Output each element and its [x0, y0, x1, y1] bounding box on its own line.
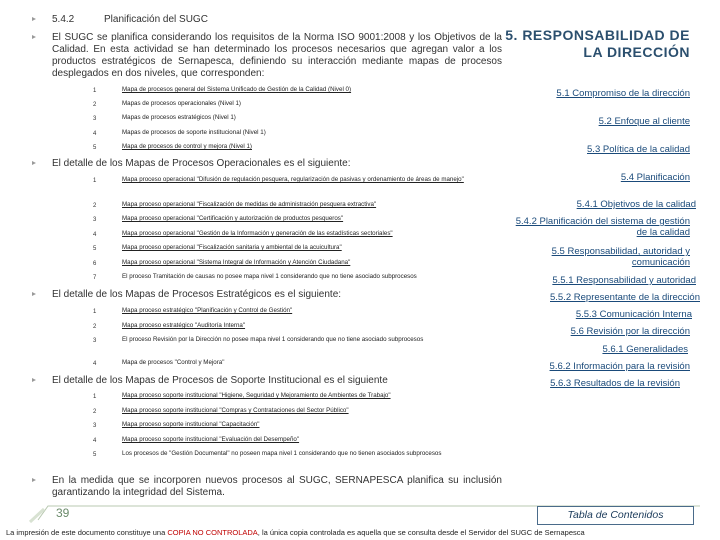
strategic-heading: El detalle de los Mapas de Procesos Estratégicos es el siguiente:: [52, 289, 342, 300]
bullet-icon: [31, 291, 37, 297]
list-item: Mapas de procesos operacionales (Nivel 1): [122, 100, 241, 107]
toc-link[interactable]: 5.6 Revisión por la dirección: [570, 326, 690, 337]
list-number: 2: [93, 409, 97, 415]
bullet-icon: [31, 16, 37, 22]
list-number: 4: [93, 232, 97, 238]
bullet-icon: [31, 377, 37, 383]
toc-link[interactable]: 5.6.1 Generalidades: [602, 344, 688, 355]
bullet-icon: [31, 34, 37, 40]
toc-link[interactable]: 5.1 Compromiso de la dirección: [556, 88, 690, 99]
list-number: 3: [93, 338, 97, 344]
toc-link[interactable]: 5.4.2 Planificación del sistema de gestión de la calidad: [515, 216, 690, 238]
list-item-link[interactable]: Mapa de procesos general del Sistema Unificado de Gestión de la Calidad (Nivel 0): [122, 86, 352, 93]
list-item-link[interactable]: Mapa proceso soporte institucional "Compras y Contrataciones del Sector Público": [122, 407, 349, 414]
list-item: El proceso Revisión por la Dirección no posee mapa nivel 1 considerando que no tiene asociado subprocesos: [122, 336, 424, 343]
footer-notice: [6, 528, 585, 537]
list-item: El proceso Tramitación de causas no posee mapa nivel 1 considerando que no tiene asociado subprocesos: [122, 273, 417, 280]
list-number: 4: [93, 438, 97, 444]
list-number: 1: [93, 178, 97, 184]
list-number: 2: [93, 203, 97, 209]
footer-text-start: La impresión de este documento constituye una: [6, 528, 168, 537]
list-number: 2: [93, 324, 97, 330]
list-number: 3: [93, 217, 97, 223]
list-number: 2: [93, 102, 97, 108]
toc-link[interactable]: 5.5.1 Responsabilidad y autoridad: [552, 275, 696, 286]
toc-link[interactable]: 5.5 Responsabilidad, autoridad y comunicación: [551, 246, 690, 268]
toc-link[interactable]: 5.5.3 Comunicación Interna: [575, 309, 692, 320]
list-item: Mapas de procesos de soporte institucional (Nivel 1): [122, 129, 266, 136]
operational-heading: El detalle de los Mapas de Procesos Operacionales es el siguiente:: [52, 158, 351, 169]
toc-link[interactable]: 5.6.2 Información para la revisión: [549, 361, 690, 372]
closing-paragraph: En la medida que se incorporen nuevos procesos al SUGC, SERNAPESCA planifica su inclusión garantizando la integridad del Sistema.: [52, 475, 502, 498]
list-item-link[interactable]: Mapa proceso soporte institucional "Higiene, Seguridad y Mejoramiento de Ambientes de Trabajo": [122, 392, 391, 399]
list-item-link[interactable]: Mapa proceso estratégico "Auditoría Interna": [122, 322, 246, 329]
list-number: 1: [93, 88, 97, 94]
bullet-icon: [31, 477, 37, 483]
list-item-link[interactable]: Mapa proceso soporte institucional "Capacitación": [122, 421, 260, 428]
toc-title-line2: LA DIRECCIÓN: [583, 44, 690, 60]
list-item: Los procesos de "Gestión Documental" no poseen mapa nivel 1 considerando que no tienen asociados subprocesos: [122, 450, 442, 457]
toc-link[interactable]: 5.4.1 Objetivos de la calidad: [576, 199, 696, 210]
section-title: Planificación del SUGC: [104, 14, 208, 25]
support-heading: El detalle de los Mapas de Procesos de Soporte Institucional es el siguiente: [52, 375, 388, 386]
section-number: 5.4.2: [52, 14, 75, 25]
list-item-link[interactable]: Mapa proceso operacional "Sistema Integral de Información y Atención Ciudadana": [122, 259, 351, 266]
footer-text-end: , la única copia controlada es aquella que se consulta desde el Servidor del SUGC de Sernapesca: [257, 528, 585, 537]
toc-title-line1: 5. RESPONSABILIDAD DE: [505, 27, 690, 43]
toc-link[interactable]: 5.2 Enfoque al cliente: [598, 116, 690, 127]
list-item-link[interactable]: Mapa de procesos de control y mejora (Nivel 1): [122, 143, 252, 150]
list-number: 5: [93, 246, 97, 252]
list-number: 5: [93, 452, 97, 458]
list-number: 4: [93, 131, 97, 137]
toc-link[interactable]: 5.5.2 Representante de la dirección: [550, 292, 700, 303]
list-number: 4: [93, 361, 97, 367]
intro-paragraph: El SUGC se planifica considerando los requisitos de la Norma ISO 9001:2008 y los Objetivos de la Calidad. En esta actividad se han determinado los procesos necesarios que agregan valor a los productos estratégicos de Sernapesca, definiendo su interacción mediante mapas de procesos desplegados en dos niveles, que corresponden:: [52, 32, 502, 79]
list-number: 3: [93, 116, 97, 122]
list-number: 3: [93, 423, 97, 429]
list-item-link[interactable]: Mapa proceso operacional "Difusión de regulación pesquera, regularización de pasivas y ordenamiento de áreas de manejo": [122, 176, 464, 183]
page-number: 39: [56, 506, 70, 520]
list-number: 5: [93, 145, 97, 151]
toc-link[interactable]: 5.6.3 Resultados de la revisión: [550, 378, 680, 389]
list-number: 6: [93, 261, 97, 267]
table-of-contents-button[interactable]: Tabla de Contenidos: [537, 506, 694, 525]
list-item-link[interactable]: Mapa proceso operacional "Fiscalización de medidas de administración pesquera extractiva": [122, 201, 377, 208]
list-item-link[interactable]: Mapa proceso operacional "Certificación y autorización de productos pesqueros": [122, 215, 344, 222]
list-item-link[interactable]: Mapa proceso operacional "Fiscalización sanitaria y ambiental de la acuicultura": [122, 244, 342, 251]
list-number: 1: [93, 309, 97, 315]
toc-link[interactable]: 5.4 Planificación: [620, 172, 690, 183]
list-item-link[interactable]: Mapa proceso estratégico "Planificación y Control de Gestión": [122, 307, 293, 314]
list-item-link[interactable]: Mapa proceso operacional "Gestión de la Información y generación de las estadísticas sectoriales": [122, 230, 393, 237]
list-item: Mapas de procesos estratégicos (Nivel 1): [122, 114, 236, 121]
bullet-icon: [31, 160, 37, 166]
list-item-link[interactable]: Mapa proceso soporte institucional "Evaluación del Desempeño": [122, 436, 300, 443]
toc-link[interactable]: 5.3 Política de la calidad: [587, 144, 690, 155]
list-number: 7: [93, 275, 97, 281]
list-item: Mapa de procesos "Control y Mejora": [122, 359, 225, 366]
footer-highlight: COPIA NO CONTROLADA: [167, 528, 258, 537]
list-number: 1: [93, 394, 97, 400]
